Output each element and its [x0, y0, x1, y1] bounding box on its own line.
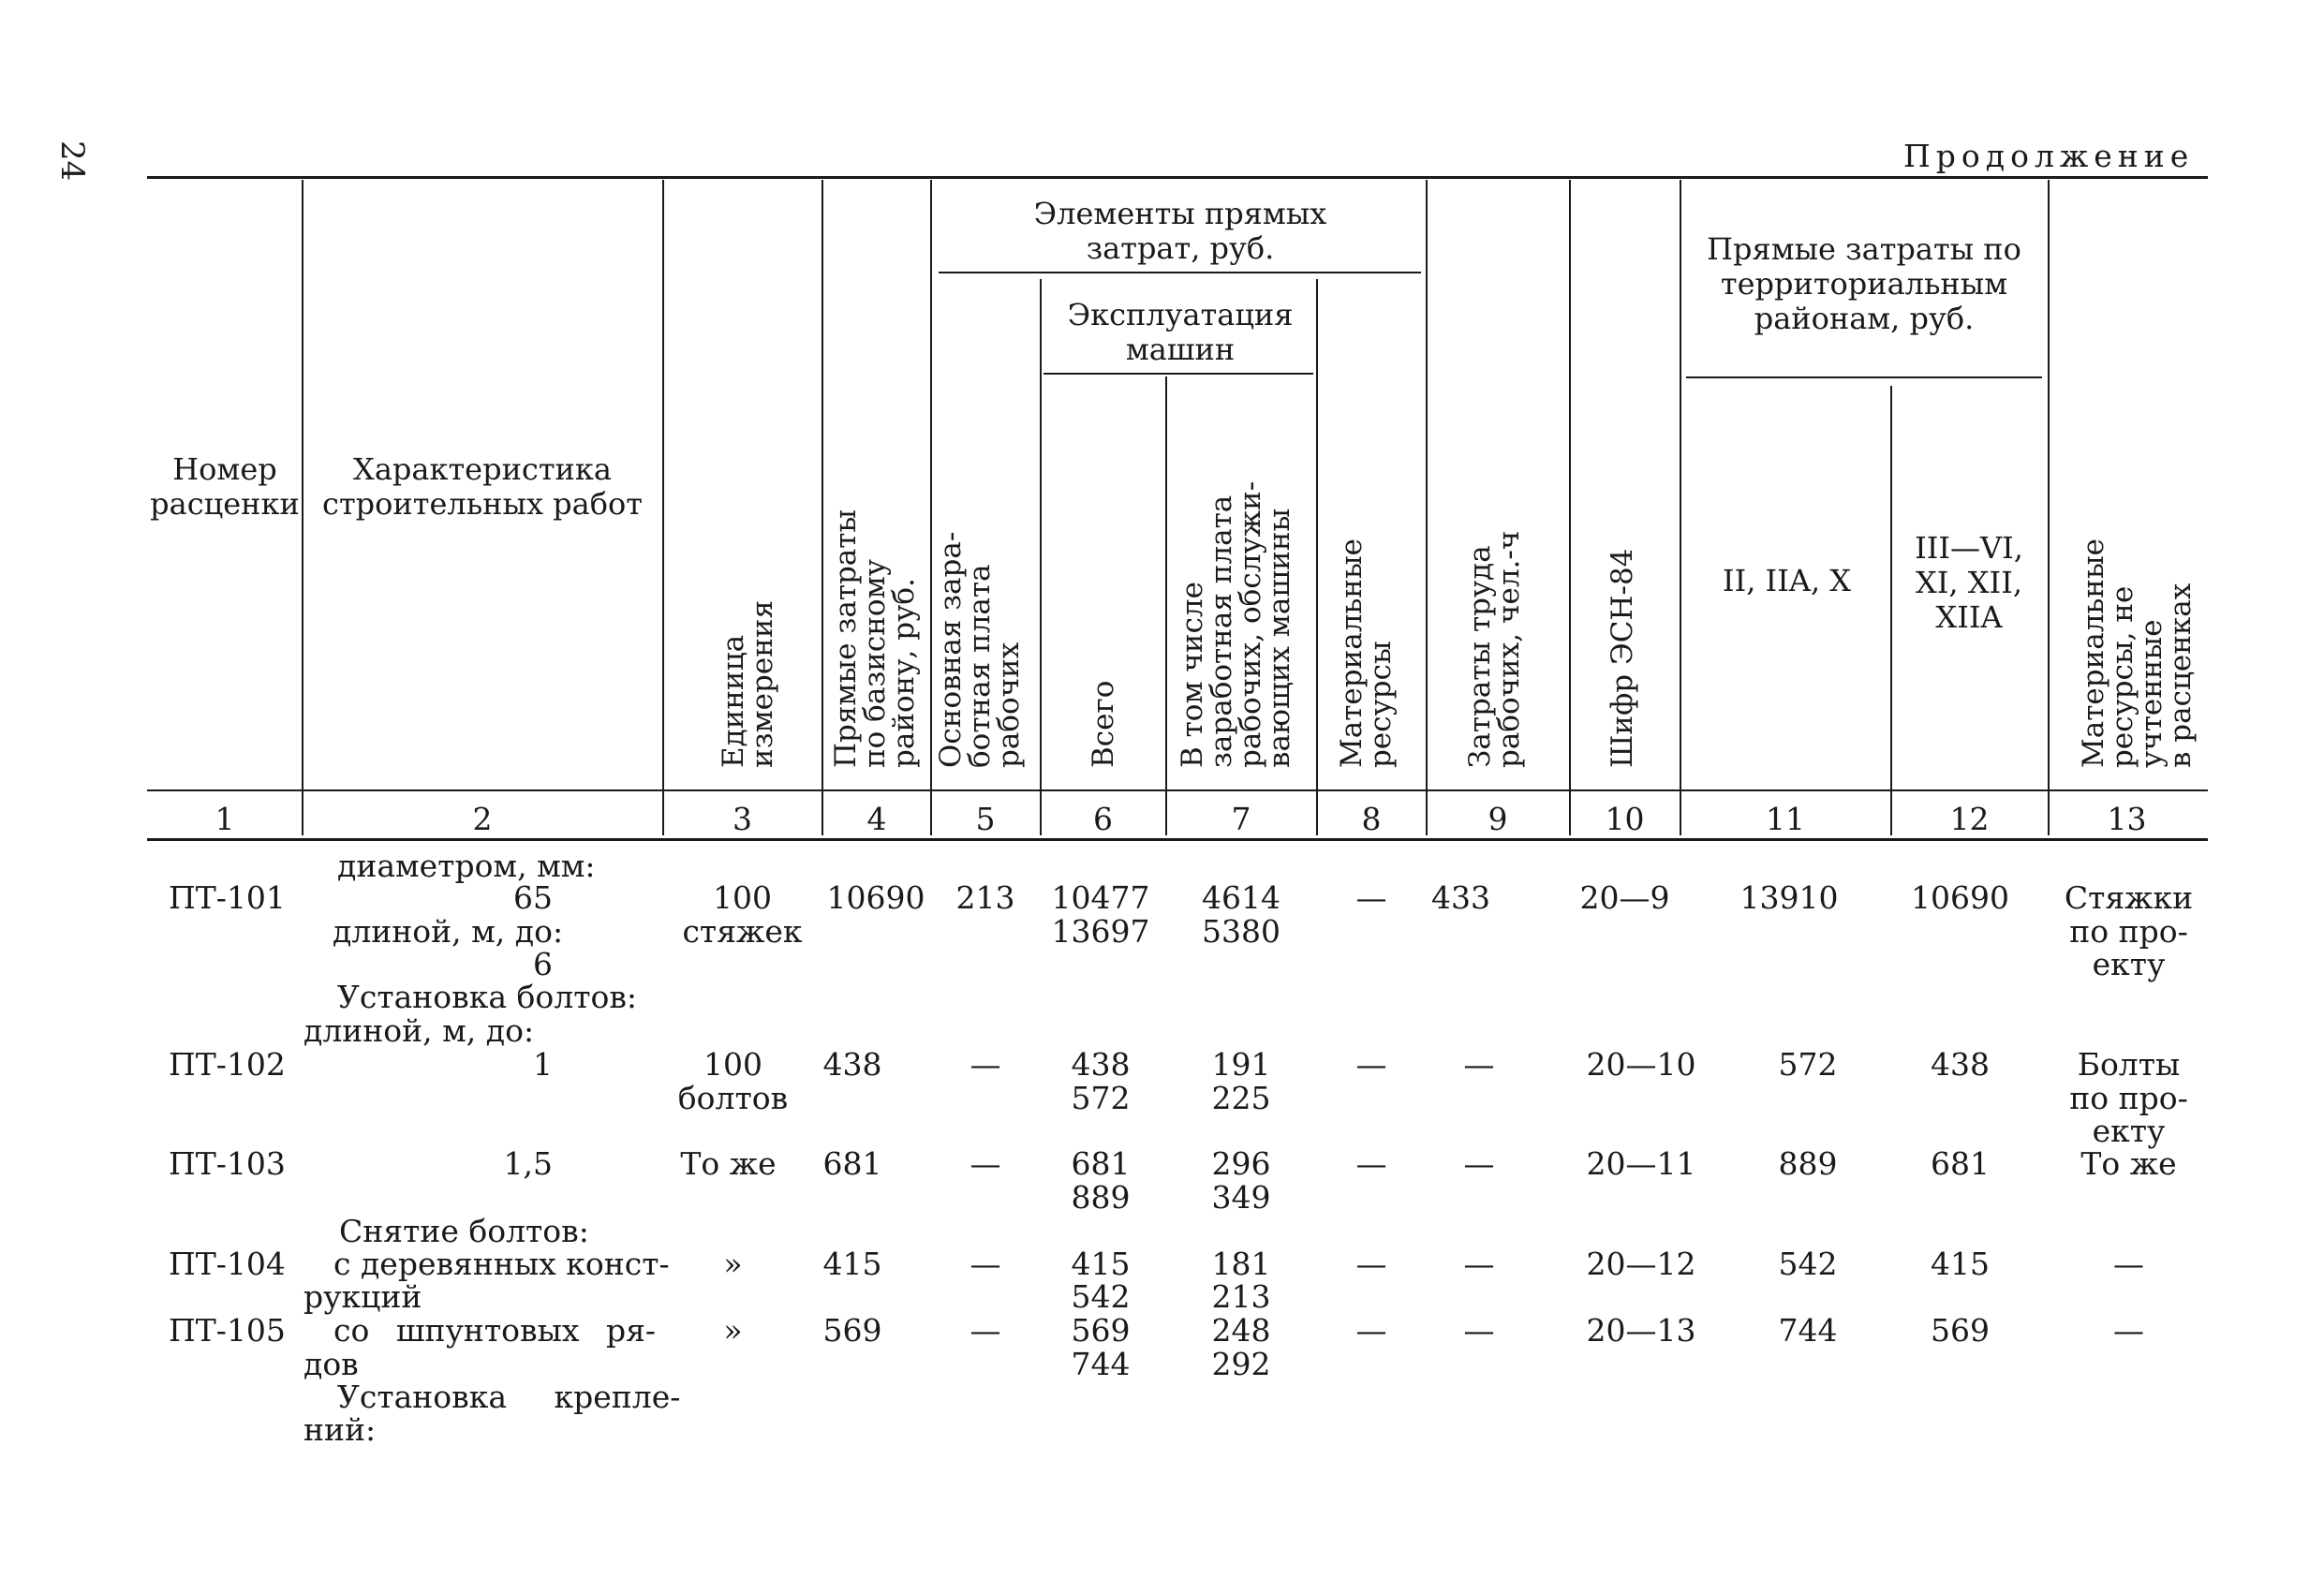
row-machines-wage: 191: [1211, 1046, 1271, 1083]
row-code: ПТ-104: [169, 1246, 286, 1282]
header-col8: Материальные ресурсы: [1335, 538, 1398, 768]
row-desc: 65: [513, 879, 553, 916]
col-divider: [1426, 180, 1428, 835]
section-subhead: Установка крепле-: [337, 1379, 681, 1415]
row-machines-wage-2: 225: [1211, 1080, 1271, 1116]
page-number: 24: [53, 140, 91, 182]
row-region-2: 438: [1931, 1046, 1990, 1083]
col-number: 8: [1361, 801, 1382, 837]
row-materials: —: [1355, 1312, 1387, 1349]
section-subhead: ний:: [303, 1411, 377, 1448]
row-esn-code: 20—13: [1586, 1312, 1696, 1349]
row-base-cost: 10690: [826, 879, 925, 916]
header-group-elements: Элементы прямых затрат, руб.: [1033, 196, 1327, 266]
col-divider: [662, 180, 664, 835]
row-machines-total: 10477: [1051, 879, 1150, 916]
row-code: ПТ-102: [169, 1046, 286, 1083]
section-subhead: Снятие болтов:: [339, 1213, 589, 1249]
section-subhead: Установка болтов:: [337, 979, 638, 1015]
row-desc: со шпунтовых ря-: [333, 1312, 657, 1349]
row-machines-total: 681: [1071, 1145, 1131, 1182]
col-number: 11: [1766, 801, 1805, 837]
row-wage: —: [970, 1145, 1001, 1182]
row-esn-code: 20—9: [1579, 879, 1670, 916]
row-materials: —: [1355, 1145, 1387, 1182]
row-region-1: 542: [1778, 1246, 1838, 1282]
col-divider: [1316, 279, 1318, 835]
section-subhead: диаметром, мм:: [337, 848, 596, 884]
row-resources-line: по про-: [2069, 1080, 2188, 1116]
group-rule: [1686, 376, 2042, 378]
col-divider: [1890, 386, 1892, 835]
row-region-2: 569: [1931, 1312, 1990, 1349]
col-number: 4: [866, 801, 887, 837]
row-labor: —: [1463, 1046, 1495, 1083]
col-divider: [302, 180, 303, 835]
row-resources-line: по про-: [2069, 913, 2188, 950]
row-desc: с деревянных конст-: [333, 1246, 670, 1282]
row-resources: Стяжки: [2064, 879, 2194, 916]
row-base-cost: 438: [822, 1046, 882, 1083]
col-divider: [822, 180, 823, 835]
row-machines-wage: 248: [1211, 1312, 1271, 1349]
col-divider: [930, 180, 932, 835]
group-rule: [1044, 373, 1313, 375]
row-code: ПТ-101: [169, 879, 286, 916]
row-esn-code: 20—10: [1586, 1046, 1696, 1083]
row-desc-line: рукций: [303, 1278, 422, 1315]
row-resources: Болты: [2077, 1046, 2181, 1083]
row-unit: То же: [680, 1145, 777, 1182]
row-resources-line: екту: [2092, 1113, 2166, 1149]
header-col7: В том числе заработная плата рабочих, обслужи- вающих машины: [1176, 480, 1296, 768]
row-resources-line: екту: [2092, 946, 2166, 982]
col-number: 9: [1488, 801, 1508, 837]
row-materials: —: [1355, 879, 1387, 916]
row-wage: —: [970, 1046, 1001, 1083]
row-esn-code: 20—12: [1586, 1246, 1696, 1282]
row-machines-total-2: 744: [1071, 1346, 1131, 1382]
col-divider: [2048, 180, 2050, 835]
header-col2: Характеристика строительных работ: [322, 451, 643, 522]
col-divider: [1569, 180, 1571, 835]
row-unit-line: стяжек: [682, 913, 803, 950]
row-machines-wage-2: 292: [1211, 1346, 1271, 1382]
row-machines-wage-2: 5380: [1202, 913, 1280, 950]
header-col4: Прямые затраты по базисному району, руб.: [829, 509, 921, 768]
row-resources: —: [2113, 1246, 2144, 1282]
header-col12: III—VI, XI, XII, XIIA: [1915, 530, 2023, 635]
row-wage: —: [970, 1312, 1001, 1349]
col-number: 5: [975, 801, 996, 837]
row-labor: —: [1463, 1312, 1495, 1349]
row-unit: 100: [713, 879, 772, 916]
row-unit: 100: [703, 1046, 762, 1083]
row-machines-wage: 4614: [1202, 879, 1280, 916]
numbers-rule: [147, 838, 2208, 841]
row-machines-wage-2: 349: [1211, 1179, 1271, 1216]
row-base-cost: 569: [822, 1312, 882, 1349]
row-region-2: 681: [1931, 1145, 1990, 1182]
row-machines-total-2: 13697: [1051, 913, 1150, 950]
col-number: 1: [215, 801, 235, 837]
row-wage: —: [970, 1246, 1001, 1282]
row-desc: 1: [533, 1046, 553, 1083]
col-number: 13: [2107, 801, 2147, 837]
row-base-cost: 681: [822, 1145, 882, 1182]
col-divider: [1165, 376, 1167, 835]
row-machines-total: 569: [1071, 1312, 1131, 1349]
continuation-label: Продолжение: [1903, 138, 2195, 174]
col-number: 6: [1093, 801, 1113, 837]
row-machines-total: 438: [1071, 1046, 1131, 1083]
header-col6: Всего: [1087, 680, 1120, 768]
header-col9: Затраты труда рабочих, чел.-ч: [1463, 530, 1526, 768]
col-number: 10: [1605, 801, 1645, 837]
row-machines-wage: 181: [1211, 1246, 1271, 1282]
row-unit: »: [723, 1246, 743, 1282]
row-esn-code: 20—11: [1586, 1145, 1696, 1182]
row-labor: —: [1463, 1246, 1495, 1282]
row-labor: —: [1463, 1145, 1495, 1182]
row-desc-line: дов: [303, 1346, 359, 1382]
row-labor: 433: [1431, 879, 1490, 916]
row-unit-line: болтов: [677, 1080, 789, 1116]
col-number: 3: [733, 801, 752, 837]
row-materials: —: [1355, 1046, 1387, 1083]
row-code: ПТ-103: [169, 1145, 286, 1182]
header-col10: Шифр ЭСН-84: [1606, 548, 1639, 768]
header-col3: Единица измерения: [717, 599, 779, 768]
row-region-1: 744: [1778, 1312, 1838, 1349]
row-machines-total: 415: [1071, 1246, 1131, 1282]
col-number: 7: [1231, 801, 1251, 837]
col-number: 2: [472, 801, 493, 837]
row-machines-total-2: 542: [1071, 1278, 1131, 1315]
row-region-1: 889: [1778, 1145, 1838, 1182]
row-machines-wage-2: 213: [1211, 1278, 1271, 1315]
header-col1: Номер расценки: [150, 451, 300, 522]
top-rule: [147, 176, 2208, 179]
header-col11: II, IIA, X: [1722, 563, 1852, 598]
header-group-machines: Эксплуатация машин: [1067, 297, 1294, 367]
row-unit: »: [723, 1312, 743, 1349]
row-region-2: 10690: [1911, 879, 2009, 916]
row-code: ПТ-105: [169, 1312, 286, 1349]
row-desc: 1,5: [503, 1145, 553, 1182]
row-region-1: 13910: [1739, 879, 1839, 916]
row-resources: То же: [2080, 1145, 2177, 1182]
row-base-cost: 415: [822, 1246, 882, 1282]
row-machines-total-2: 889: [1071, 1179, 1131, 1216]
row-wage: 213: [955, 879, 1015, 916]
section-subhead: длиной, м, до:: [303, 1012, 535, 1049]
row-desc-line: 6: [533, 946, 553, 982]
row-region-2: 415: [1931, 1246, 1990, 1282]
row-materials: —: [1355, 1246, 1387, 1282]
header-group-regions: Прямые затраты по территориальным районам, руб.: [1707, 231, 2021, 336]
col-divider: [1040, 279, 1042, 835]
header-rule: [147, 789, 2208, 791]
row-resources: —: [2113, 1312, 2144, 1349]
row-machines-total-2: 572: [1071, 1080, 1131, 1116]
row-region-1: 572: [1778, 1046, 1838, 1083]
row-machines-wage: 296: [1211, 1145, 1271, 1182]
header-col13: Материальные ресурсы, не учтенные в расценках: [2077, 538, 2198, 768]
group-rule: [939, 272, 1421, 273]
header-col5: Основная зара- ботная плата рабочих: [934, 531, 1026, 768]
col-number: 12: [1949, 801, 1990, 837]
row-desc-line: длиной, м, до:: [333, 913, 564, 950]
